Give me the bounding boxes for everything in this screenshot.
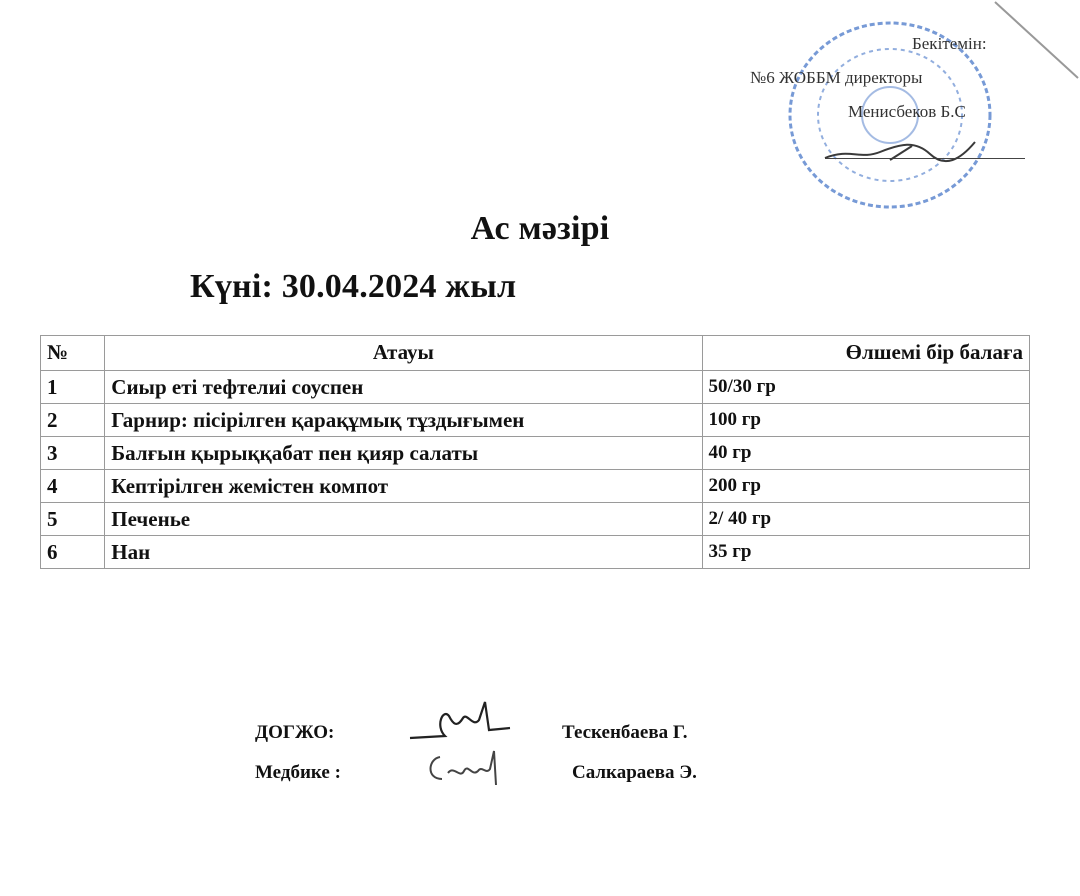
header-name: Атауы [105,336,702,371]
footer-name-teskenbaeva: Тескенбаева Г. [562,722,688,743]
dogzho-signature [405,698,515,748]
row-size: 200 гр [702,470,1029,503]
table-row [41,536,1030,569]
row-num: 4 [41,470,105,503]
row-size: 50/30 гр [702,371,1029,404]
table-row [41,503,1030,536]
row-num: 6 [41,536,105,569]
approval-approve: Бекітемін: [912,34,987,53]
table-row [41,470,1030,503]
menu-table [40,335,1030,569]
row-name: Гарнир: пісірілген қарақұмық тұздығымен [105,404,702,437]
table-row [41,437,1030,470]
header-size: Өлшемі бір балаға [702,336,1029,371]
row-num: 2 [41,404,105,437]
row-name: Кептірілген жемістен компот [105,470,702,503]
row-name: Сиыр еті тефтелиі соуспен [105,371,702,404]
row-size: 40 гр [702,437,1029,470]
row-num: 1 [41,371,105,404]
table-header-row [41,336,1030,371]
footer-role-nurse: Медбике : [255,762,341,783]
row-num: 3 [41,437,105,470]
page-date: Күні: 30.04.2024 жыл [190,268,517,305]
row-name: Печенье [105,503,702,536]
approval-director-name: Менисбеков Б.С [848,102,966,121]
table-row [41,404,1030,437]
table-row [41,371,1030,404]
director-signature [820,130,980,170]
page-title: Ас мәзірі [470,210,610,247]
row-num: 5 [41,503,105,536]
row-name: Балғын қырыққабат пен қияр салаты [105,437,702,470]
row-name: Нан [105,536,702,569]
header-num: № [41,336,105,371]
approval-position: №6 ЖОББМ директоры [750,68,923,87]
nurse-signature [420,745,520,790]
row-size: 100 гр [702,404,1029,437]
row-size: 35 гр [702,536,1029,569]
row-size: 2/ 40 гр [702,503,1029,536]
footer-role-dogzho: ДОГЖО: [255,722,335,743]
footer-name-salkaraeva: Салкараева Э. [572,762,697,783]
